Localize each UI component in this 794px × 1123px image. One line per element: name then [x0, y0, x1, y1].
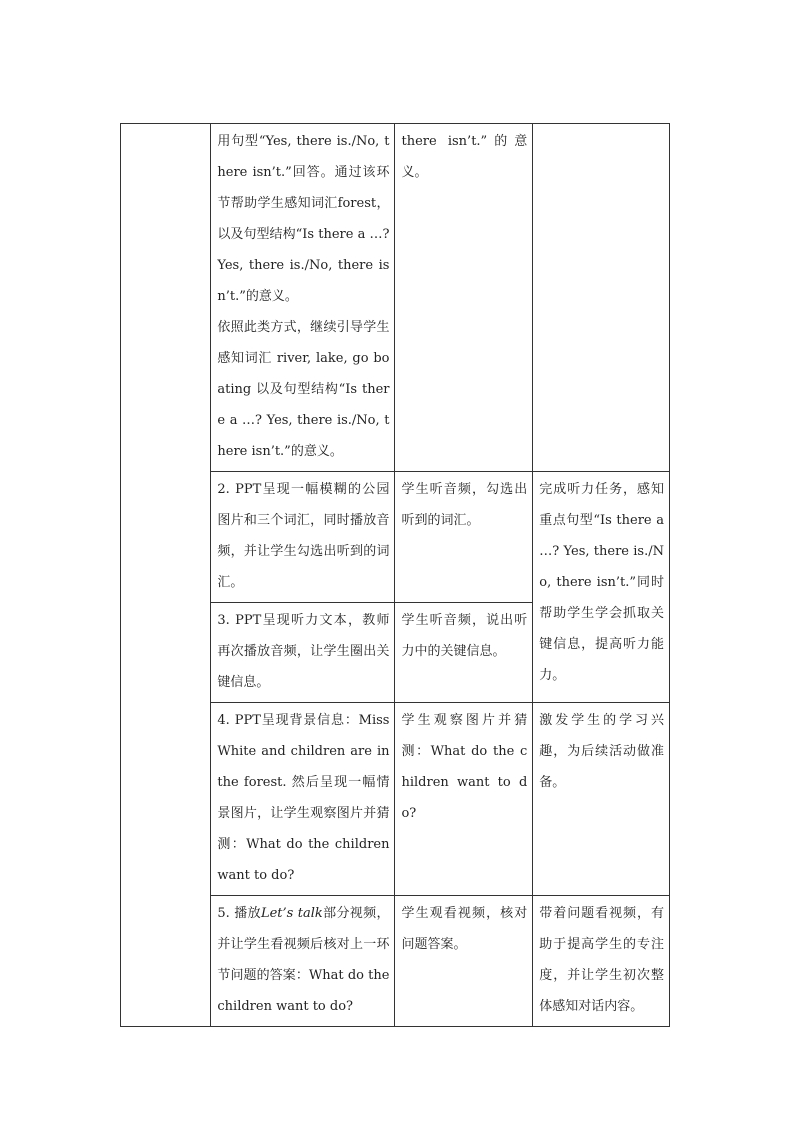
teacher-activity-cell	[211, 896, 395, 1027]
stage-cell	[121, 124, 211, 1027]
student-activity-cell: 学生听音频，说出听力中的关键信息。	[395, 603, 533, 703]
section-title-italic: Let’s talk	[260, 906, 323, 921]
purpose-cell: 完成听力任务，感知重点句型“Is there a …? Yes, there is./No, there isn’t.”同时帮助学生学会抓取关键信息，提高听力能力。	[533, 472, 670, 703]
student-activity-cell: 学生观看视频，核对问题答案。	[395, 896, 533, 1027]
teacher-activity-text: 依照此类方式，继续引导学生感知词汇 river, lake, go boating 以及句型结构“Is there a …? Yes, there is./No, there isn’t.”的意义。	[217, 320, 390, 459]
table-row	[121, 124, 670, 472]
purpose-cell	[533, 124, 670, 472]
teacher-activity-cell: 2. PPT呈现一幅模糊的公园图片和三个词汇，同时播放音频，并让学生勾选出听到的词汇。	[211, 472, 395, 603]
purpose-cell: 带着问题看视频，有助于提高学生的专注度，并让学生初次整体感知对话内容。	[533, 896, 670, 1027]
lesson-plan-table	[120, 123, 670, 1027]
purpose-cell: 激发学生的学习兴趣，为后续活动做准备。	[533, 703, 670, 896]
student-activity-cell: there isn’t.”的意义。	[395, 124, 533, 472]
teacher-activity-cell	[211, 124, 395, 472]
student-activity-cell: 学生听音频，勾选出听到的词汇。	[395, 472, 533, 603]
teacher-activity-text: 部分视频，并让学生看视频后核对上一环节问题的答案：What do the children want to do?	[217, 906, 390, 1014]
teacher-activity-cell: 4. PPT呈现背景信息：Miss White and children are in the forest. 然后呈现一幅情景图片，让学生观察图片并猜测：What do the children want to do?	[211, 703, 395, 896]
student-activity-cell: 学生观察图片并猜测：What do the children want to do?	[395, 703, 533, 896]
teacher-activity-text: 5. 播放	[217, 906, 261, 921]
teacher-activity-text: 用句型“Yes, there is./No, there isn’t.”回答。通过该环节帮助学生感知词汇forest，以及句型结构“Is there a …? Yes, there is./No, there isn’t.”的意义。	[217, 134, 390, 304]
teacher-activity-cell: 3. PPT呈现听力文本，教师再次播放音频，让学生圈出关键信息。	[211, 603, 395, 703]
